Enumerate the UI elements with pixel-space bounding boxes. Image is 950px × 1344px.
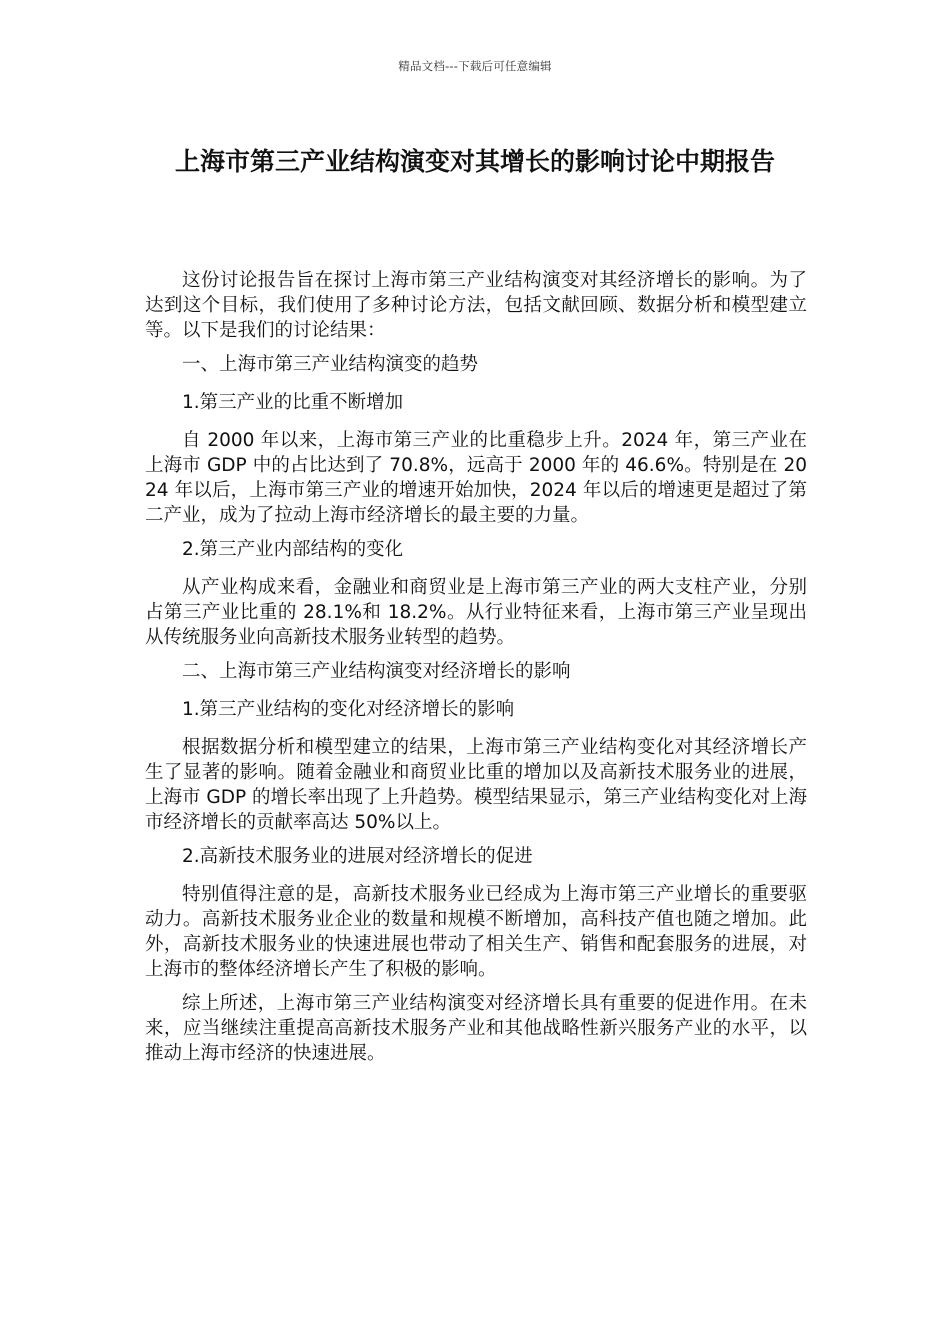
section2-sub1-heading: 1.第三产业结构的变化对经济增长的影响 bbox=[182, 699, 515, 720]
section1-sub1-paragraph: 自 2000 年以来，上海市第三产业的比重稳步上升。2024 年，第三产业在上海市 GDP 中的占比达到了 70.8%，远高于 2000 年的 46.6%。特别是在 2024 年以后，上海市第三产业的增速开始加快，2024 年以后的增速更是超过了第二产业，成为了拉动上海市经济增长的最主要的力量。 bbox=[145, 430, 807, 526]
section2-sub2-paragraph: 特别值得注意的是，高新技术服务业已经成为上海市第三产业增长的重要驱动力。高新技术服务业企业的数量和规模不断增加，高科技产值也随之增加。此外，高新技术服务业的快速进展也带动了相关生产、销售和配套服务的进展，对上海市的整体经济增长产生了积极的影响。 bbox=[145, 884, 807, 980]
section1-sub1-heading: 1.第三产业的比重不断增加 bbox=[182, 392, 404, 413]
section1-sub2-heading: 2.第三产业内部结构的变化 bbox=[182, 539, 404, 560]
section2-sub2-heading: 2.高新技术服务业的进展对经济增长的促进 bbox=[182, 846, 533, 867]
document-body bbox=[145, 268, 807, 1075]
intro-paragraph: 这份讨论报告旨在探讨上海市第三产业结构演变对其经济增长的影响。为了达到这个目标，我们使用了多种讨论方法，包括文献回顾、数据分析和模型建立等。以下是我们的讨论结果： bbox=[145, 270, 807, 341]
section1-heading: 一、上海市第三产业结构演变的趋势 bbox=[182, 354, 479, 375]
conclusion-paragraph: 综上所述，上海市第三产业结构演变对经济增长具有重要的促进作用。在未来，应当继续注重提高高新技术服务产业和其他战略性新兴服务产业的水平，以推动上海市经济的快速进展。 bbox=[145, 993, 807, 1064]
section1-sub2-paragraph: 从产业构成来看，金融业和商贸业是上海市第三产业的两大支柱产业，分别占第三产业比重的 28.1%和 18.2%。从行业特征来看，上海市第三产业呈现出从传统服务业向高新技术服务业转型的趋势。 bbox=[145, 577, 807, 648]
section2-heading: 二、上海市第三产业结构演变对经济增长的影响 bbox=[182, 661, 571, 682]
document-title: 上海市第三产业结构演变对其增长的影响讨论中期报告 bbox=[174, 147, 775, 176]
section2-sub1-paragraph: 根据数据分析和模型建立的结果，上海市第三产业结构变化对其经济增长产生了显著的影响。随着金融业和商贸业比重的增加以及高新技术服务业的进展，上海市 GDP 的增长率出现了上升趋势。模型结果显示，第三产业结构变化对上海市经济增长的贡献率高达 50%以上。 bbox=[145, 737, 808, 833]
page-header-note: 精品文档---下载后可任意编辑 bbox=[398, 59, 552, 73]
